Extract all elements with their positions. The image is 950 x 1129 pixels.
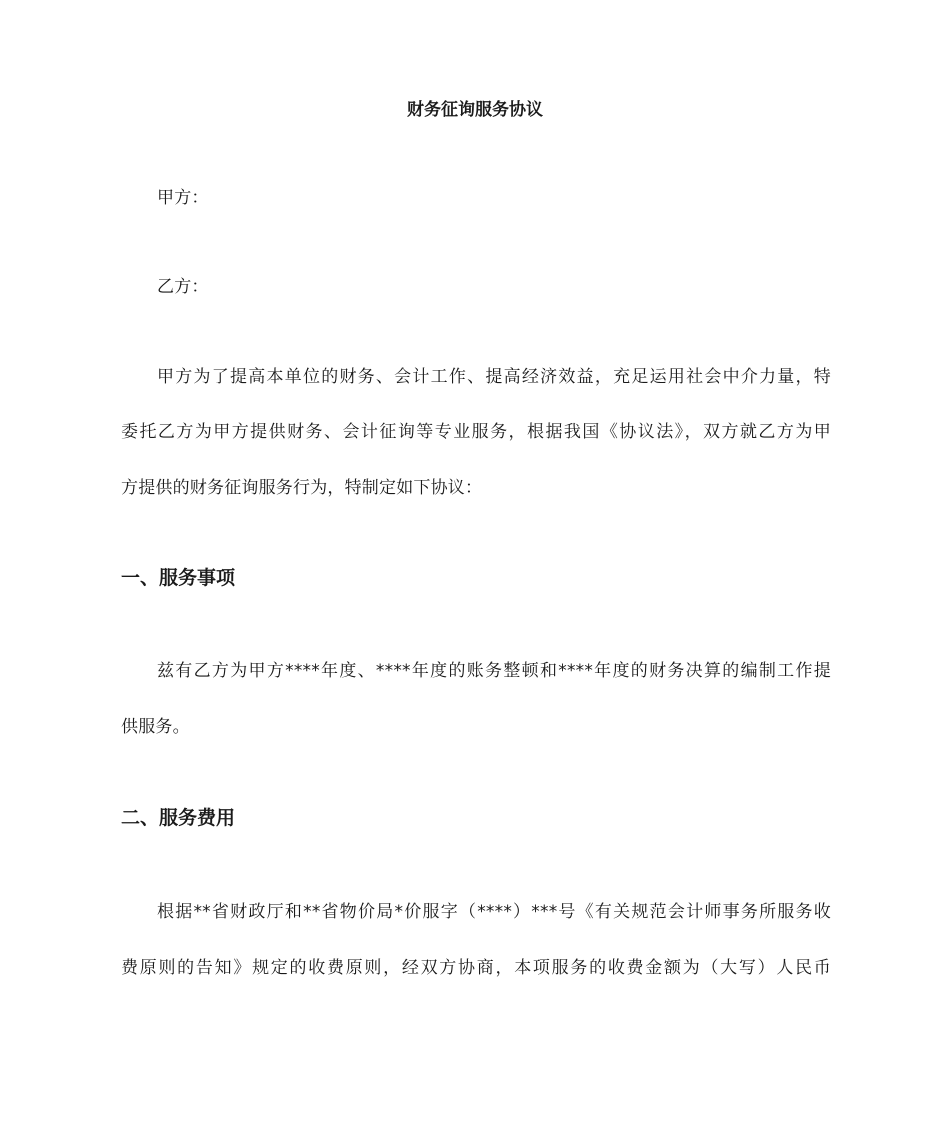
preamble-line-2: 委托乙方为甲方提供财务、会计征询等专业服务，根据我国《协议法》，双方就乙方为甲 xyxy=(121,422,831,442)
section-2-line-2: 费原则的告知》规定的收费原则，经双方协商，本项服务的收费金额为（大写）人民币 xyxy=(121,958,831,978)
party-a-label: 甲方： xyxy=(157,188,209,208)
section-1-line-1: 兹有乙方为甲方****年度、****年度的账务整顿和****年度的财务决算的编制工作提 xyxy=(157,661,831,681)
section-2-line-1: 根据**省财政厅和**省物价局*价服字（****）***号《有关规范会计师事务所服务收 xyxy=(157,902,831,922)
section-1-line-2: 供服务。 xyxy=(121,717,190,737)
preamble-line-1: 甲方为了提高本单位的财务、会计工作、提高经济效益，充足运用社会中介力量，特 xyxy=(157,367,831,387)
preamble-line-3: 方提供的财务征询服务行为，特制定如下协议： xyxy=(121,478,483,498)
document-title: 财务征询服务协议 xyxy=(407,100,543,120)
section-1-heading: 一、服务事项 xyxy=(121,567,236,589)
section-2-heading: 二、服务费用 xyxy=(121,807,236,829)
party-b-label: 乙方： xyxy=(157,277,209,297)
